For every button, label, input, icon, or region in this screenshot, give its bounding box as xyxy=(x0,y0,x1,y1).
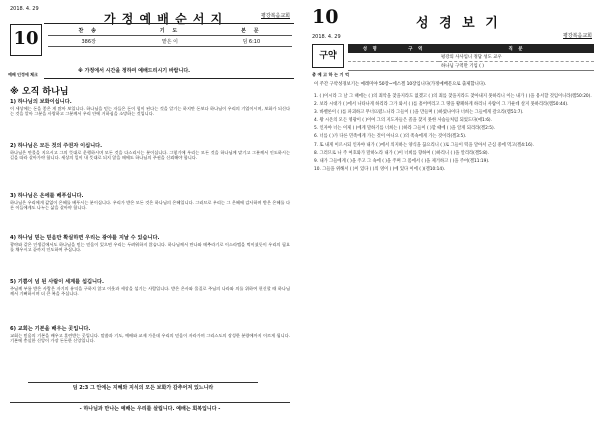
right-issue-number: 10 xyxy=(312,6,339,28)
right-church-name: 평강복음교회 xyxy=(563,33,592,39)
order-prayer: 맡은 이 xyxy=(129,36,210,47)
prayer-item xyxy=(10,192,290,211)
left-page xyxy=(4,0,294,424)
name-field-2[interactable] xyxy=(348,62,394,71)
order-header-hymn: 찬 송 xyxy=(48,25,129,36)
left-church-name: 평강복음교회 xyxy=(261,13,290,19)
name-field[interactable] xyxy=(348,53,394,62)
right-date: 2018. 4. 29 xyxy=(312,34,341,40)
section-title: ※ 오직 하나님 xyxy=(10,87,69,97)
member-info-table xyxy=(348,44,594,71)
header-position: 직 분 xyxy=(439,44,594,53)
prayer-heading: 3) 하나님은 온에를 베푸십니다. xyxy=(10,193,84,199)
prayer-heading: 5) 기쁨이 넘 된 사람이 세계를 섭깁니다. xyxy=(10,279,104,285)
prayer-body: 하나님은 만물을 지으시고 그의 뜻대로 운행하시며 모든 것을 다스리시는 분이십니다. 그렇기에 우리는 모든 것을 하나님께 맡기고 그분께서 인도하시는 길을 따라 살아가야 합니다. 세상의 일이 내 뜻대로 되지 않을 때에도 하나님의 주권을 신뢰해야 합니다. xyxy=(10,150,290,161)
question-list xyxy=(314,94,594,175)
prayer-item xyxy=(10,234,290,253)
order-bottom-rule xyxy=(44,78,294,79)
order-text: 딤 6:10 xyxy=(211,36,292,47)
prayer-heading: 1) 하나님의 보화이십니다. xyxy=(10,99,72,105)
prayer-item xyxy=(10,278,290,297)
question-item: 4. 왕 시온의 모든 영광이 ( )이여 그의 지도자들은 꼴을 찾지 못한 사슴들처럼 되었도다(애1:6). xyxy=(314,118,492,124)
order-hymn: 386장 xyxy=(48,36,129,47)
district-field[interactable] xyxy=(394,53,440,62)
question-item: 6. 너를 ( )가 다른 민족에게 가는 것이 아니요 ( )의 족속에게 가는 것이라(겔3:5). xyxy=(314,134,467,140)
testament-caption: 총 예 고 하 는 기 억 xyxy=(312,72,350,77)
right-page xyxy=(306,0,596,424)
worship-order-table xyxy=(48,25,292,47)
question-item: 7. 또 내게 이르시되 인자야 내가 ( )에서 의지하는 양식을 끊으리니 ( )로 그들이 떡을 달아서 근심 중에 먹고(겔4:16). xyxy=(314,142,534,148)
prayer-body: 주님께 부름 받은 사람은 자기의 유익을 구하지 않고 이웃과 세상을 섬기는 사람입니다. 받은 은사와 물질로 주님의 나라와 의를 위하여 헌신할 때 하나님께서 기뻐하시며 더 큰 복을 주십니다. xyxy=(10,286,290,297)
issue-number: 10 xyxy=(13,28,39,49)
prayer-body: 광야와 같은 인생길에서도 하나님을 믿는 믿음이 있으면 우리는 두려워하지 않습니다. 하나님께서 만나와 메추라기로 이스라엘을 먹이셨듯이 우리의 필요를 채우시고 끝까지 인도하여 주십니다. xyxy=(10,242,290,253)
question-item: 5. 인자야 너는 이제 ( )에게 말하기를 너희는 ( )하라 그들이 ( )할 때에 ( )을 알게 되리라(겔2:5). xyxy=(314,126,496,132)
question-item: 3. 바벨론이 ( )를 파괴하고 무너뜨렸느니라 그들이 ( )을 만들며 ( )하였나이다 너희는 그들에게 갚으라(렘51:7). xyxy=(314,110,524,116)
table-note: 평강의 사사입니 정답 성도 교우 xyxy=(439,53,594,62)
district-field-2[interactable] xyxy=(394,62,440,71)
header-district: 구 역 xyxy=(394,44,440,53)
issue-number-box xyxy=(10,24,42,56)
testament-label: 구약 xyxy=(312,44,344,68)
prayer-item xyxy=(10,325,290,344)
question-item: 10. 그들을 위해서 ( )이 있다 ( )의 영이 ( )에 있다 이에 ( )(겔10:14). xyxy=(314,166,446,172)
order-header-text: 본 문 xyxy=(211,25,292,36)
left-title: 가 정 예 배 순 서 지 xyxy=(104,12,224,26)
header-name: 성 명 xyxy=(348,44,394,53)
left-date: 2018. 4. 29 xyxy=(10,6,39,12)
quiz-intro: 이 주간 구약성경보기는 예레미야 50장~에스겔 10장입니다(가정예배문으로 출제합니다). xyxy=(314,82,487,87)
footer-scripture: 딤 2:3 그 안에는 지혜와 지식의 모든 보화가 감추어져 있느니라 xyxy=(28,382,258,391)
prayer-heading: 4) 하나님 믿는 믿음만 확실하면 우리는 광야를 지날 수 있습니다. xyxy=(10,235,160,241)
prayer-item xyxy=(10,142,290,161)
footer-slogan: - 하나님과 만나는 예배는 우리를 살립니다. 예배는 회복입니다 - xyxy=(10,402,290,412)
prayer-heading: 6) 교회는 기본을 배우는 곳입니다. xyxy=(10,326,91,332)
right-title: 성 경 보 기 xyxy=(416,16,501,31)
prayer-body: 하나님은 우리에게 값없이 은혜를 베푸시는 분이십니다. 우리가 받은 모든 것은 하나님의 은혜입니다. 그러므로 우리는 그 은혜에 감사하며 받은 은혜를 다른 이들에게도 나누는 삶을 살아야 합니다. xyxy=(10,200,290,211)
question-item: 8. 그러므로 나 주 여호와가 말하노라 내가 ( )이 너희를 향하여 ( )하리니 ( )을 알리라(겔5:8). xyxy=(314,150,489,156)
order-header-prayer: 기 도 xyxy=(129,25,210,36)
question-item: 2. 보라 시대가 ( )에서 나타나게 하리라 그가 와서 ( )를 흩어버리고 그 땅을 황폐하게 하리니 사람이 그 가운데 살지 못하리라(렘50:44). xyxy=(314,102,569,108)
worship-notice: ※ 가정에서 시간을 정하여 예배드리시기 바랍니다. xyxy=(78,68,191,74)
prayer-body: 이 세상에는 돈을 좋은 게 많아 보입니다. 하나님을 믿는 자들은 돈이 힘이 된다는 것을 알기는 하지만 돈보다 하나님이 우리의 기업이시며, 보화가 되신다는 것을 알아 그분을 사랑하고 그분께서 우리 안에 거하심을 소망하는 것입니다. xyxy=(10,106,290,117)
order-top-rule xyxy=(44,23,294,24)
prayer-heading: 2) 하나님은 모든 것의 주권자 이십니다. xyxy=(10,143,103,149)
question-item: 9. 내가 그들에게 ( )을 주고 그 속에 ( )을 주며 그 몸에서 ( )을 제거하고 ( )을 주어(겔11:19). xyxy=(314,158,490,164)
prayer-item xyxy=(10,98,290,117)
issue-number-caption: 예배 인정에 체크 xyxy=(8,72,38,77)
question-item: 1. ( )이시라 그 날 그 때에는 ( )의 죄악을 찾을지라도 없겠고 ( )의 죄를 찾을지라도 찾아내지 못하리니 이는 내가 ( )을 용서할 것임이니라(렘50:20). xyxy=(314,94,592,99)
prayer-body: 교회는 믿음의 기본을 배우고 훈련받는 곳입니다. 말씀과 기도, 예배와 교제 가운데 우리의 믿음이 자라가며 그리스도의 장성한 분량에까지 이르게 됩니다. 기본에 충실한 신앙이 가장 든든한 신앙입니다. xyxy=(10,333,290,344)
table-note: 하나님 구역만 기입 ( ) xyxy=(439,62,594,71)
